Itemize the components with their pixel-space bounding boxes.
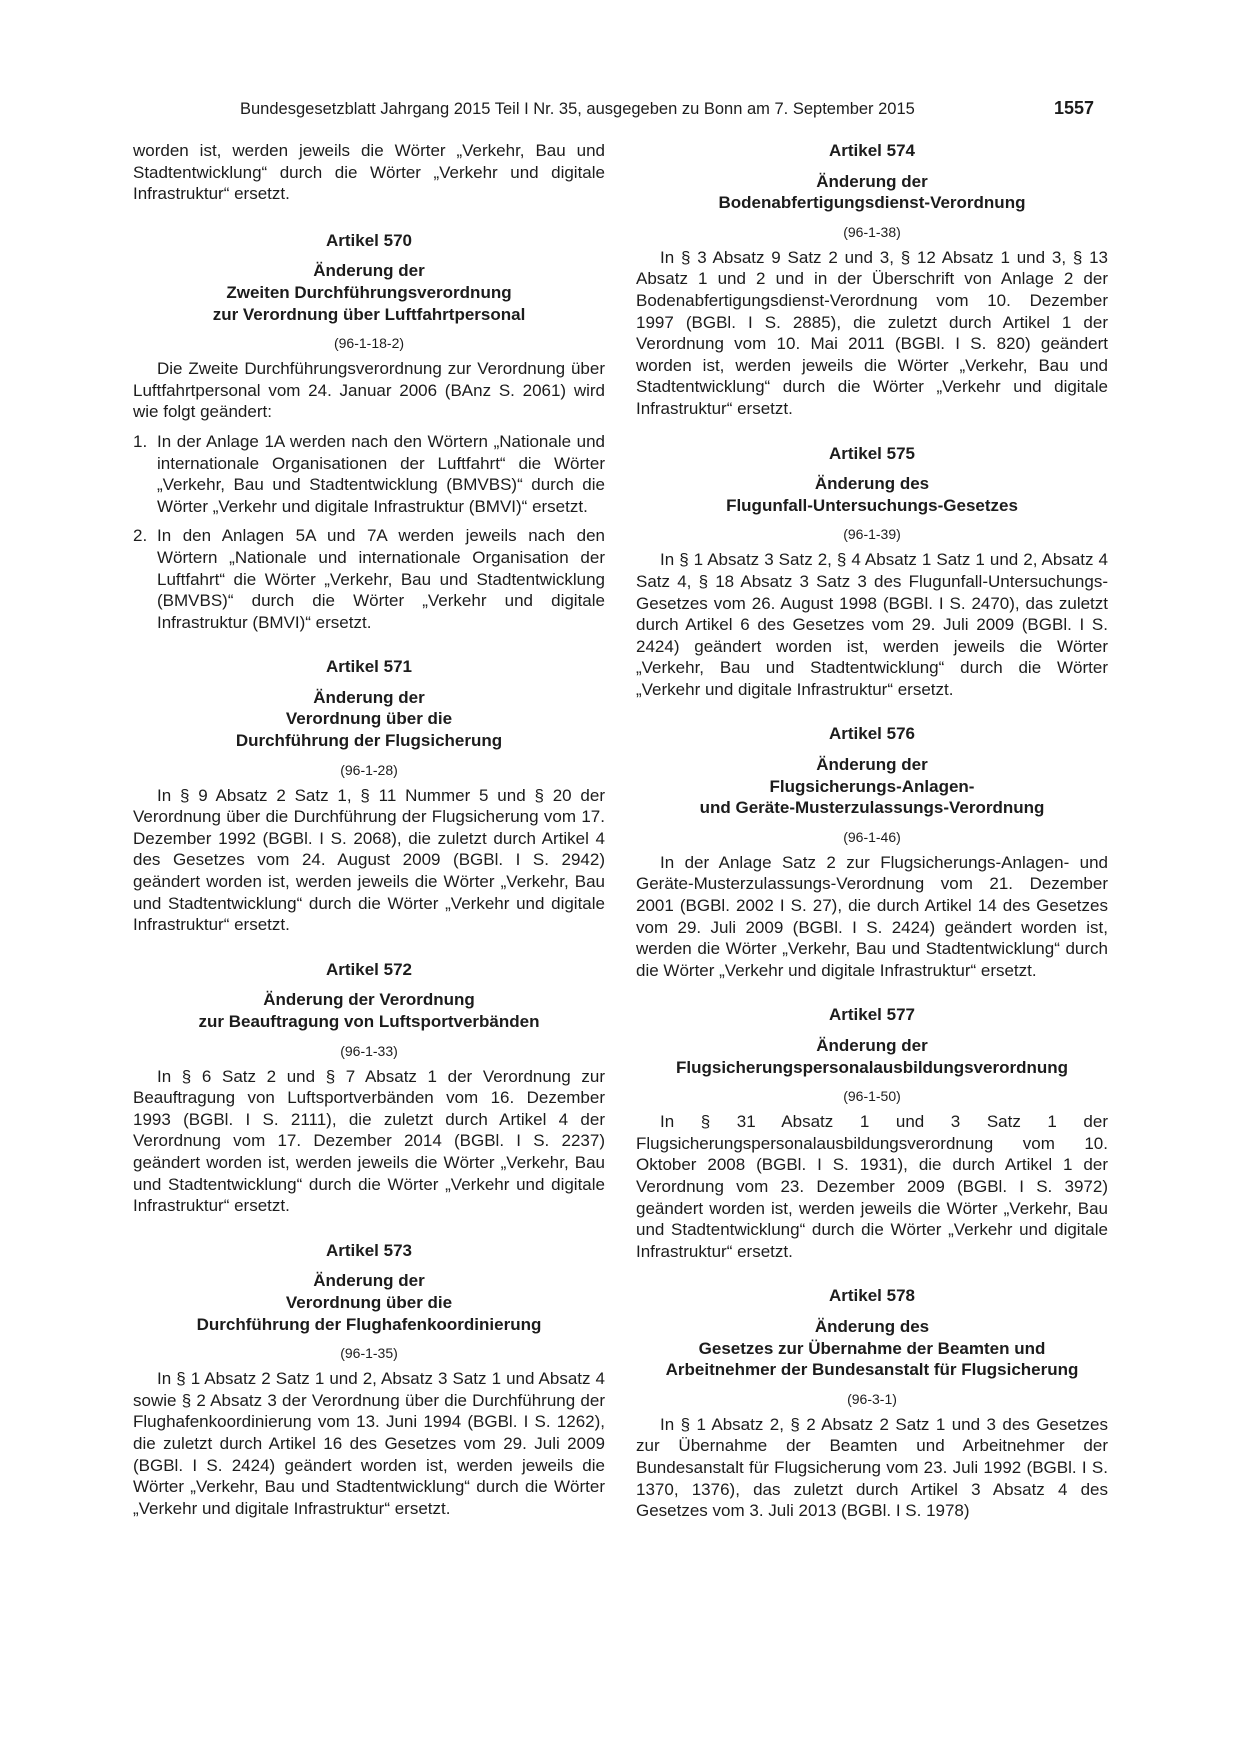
article-code: (96-1-39): [843, 526, 901, 543]
article-title: [133, 989, 605, 1032]
article-code: (96-1-50): [843, 1088, 901, 1105]
title-line: Flugunfall-Untersuchungs-Gesetzes: [726, 495, 1018, 515]
title-line: und Geräte-Musterzulassungs-Verordnung: [699, 798, 1045, 818]
list-item-text: In der Anlage 1A werden nach den Wörtern „Nationale und internationale Organisationen der Luftfahrt“ die Wörter „Verkehr, Bau und Stadtentwicklung (BMVBS)“ durch die Wörter „Verkehr und digitale Infrastruktur (BMVI)“ ersetzt.: [157, 431, 605, 516]
article-title: [636, 1035, 1108, 1078]
page-number: 1557: [1054, 98, 1095, 118]
title-line: Arbeitnehmer der Bundesanstalt für Flugsicherung: [665, 1360, 1079, 1380]
article-body: In § 1 Absatz 2 Satz 1 und 2, Absatz 3 Satz 1 und Absatz 4 sowie § 2 Absatz 3 der Verordnung über die Durchführung der Flughafenkoordinierung vom 13. Juni 1994 (BGBl. I S. 1262), die zuletzt durch Artikel 16 des Gesetzes vom 29. Juli 2009 (BGBl. I S. 2424) geändert worden ist, werden jeweils die Wörter „Verkehr, Bau und Stadtentwicklung“ durch die Wörter „Verkehr und digitale Infrastruktur“ ersetzt.: [133, 1369, 605, 1518]
article-body: Die Zweite Durchführungsverordnung zur Verordnung über Luftfahrtpersonal vom 24. Januar 2006 (BAnz S. 2061) wird wie folgt geändert:: [133, 359, 605, 422]
article-code: (96-3-1): [847, 1390, 897, 1407]
article-code: (96-1-18-2): [333, 335, 405, 352]
article-number: Artikel 572: [326, 959, 412, 979]
article-code: (96-1-46): [843, 828, 901, 845]
title-line: Änderung der Verordnung: [263, 990, 475, 1010]
article-number: Artikel 574: [829, 141, 915, 160]
article-number: Artikel 571: [326, 657, 412, 677]
title-line: Änderung der: [816, 755, 928, 775]
article-code: (96-1-33): [340, 1042, 398, 1059]
article-number: Artikel 570: [326, 230, 412, 250]
article-number: Artikel 576: [829, 724, 915, 744]
article-575: [636, 443, 1108, 701]
left-column: [133, 140, 605, 1519]
article-576: [636, 723, 1108, 981]
title-line: Flugsicherungs-Anlagen-: [769, 776, 975, 796]
article-570: [133, 230, 605, 634]
list-item-number: 1.: [133, 431, 148, 451]
article-573: [133, 1240, 605, 1520]
title-line: Änderung der: [816, 1036, 928, 1055]
article-577: [636, 1004, 1108, 1262]
title-line: Verordnung über die: [285, 709, 453, 729]
article-578: [636, 1285, 1108, 1521]
title-line: Änderung der: [313, 687, 425, 707]
article-number: Artikel 573: [326, 1240, 412, 1260]
title-line: Zweiten Durchführungsverordnung: [226, 282, 512, 302]
title-line: Durchführung der Flugsicherung: [235, 731, 503, 751]
title-line: Änderung der: [816, 171, 928, 191]
title-line: Bodenabfertigungsdienst-Verordnung: [718, 193, 1026, 213]
article-title: [636, 1316, 1108, 1381]
article-body: In der Anlage Satz 2 zur Flugsicherungs-Anlagen- und Geräte-Musterzulassungs-Verordnung vom 21. Dezember 2001 (BGBl. 2002 I S. 27), die durch Artikel 14 des Gesetzes vom 29. Juli 2009 (BGBl. I S. 2424) geändert worden ist, werden die Wörter „Verkehr, Bau und Stadtentwicklung“ durch die Wörter „Verkehr und digitale Infrastruktur“ ersetzt.: [636, 852, 1108, 980]
article-title: [636, 473, 1108, 516]
title-line: Gesetzes zur Übernahme der Beamten und: [698, 1338, 1046, 1358]
title-line: Flugsicherungspersonalausbildungsverordnung: [676, 1057, 1068, 1077]
article-body: In § 31 Absatz 1 und 3 Satz 1 der Flugsicherungspersonalausbildungsverordnung vom 10. Oktober 2008 (BGBl. I S. 1931), die durch Artikel 1 der Verordnung vom 23. Dezember 2009 (BGBl. I S. 3972) geändert worden ist, werden jeweils die Wörter „Verkehr, Bau und Stadtentwicklung“ durch die Wörter „Verkehr und digitale Infrastruktur“ ersetzt.: [636, 1112, 1108, 1261]
article-code: (96-1-38): [843, 223, 901, 240]
article-title: [636, 171, 1108, 214]
article-title: [133, 260, 605, 325]
list-item-text: In den Anlagen 5A und 7A werden jeweils nach den Wörtern „Nationale und internationale Organisation der Luftfahrt“ die Wörter „Verkehr, Bau und Stadtentwicklung (BMVBS)“ durch die Wörter „Verkehr und digitale Infrastruktur (BMVI)“ ersetzt.: [157, 526, 605, 632]
title-line: Änderung des: [814, 1316, 930, 1336]
title-line: Änderung der: [313, 261, 425, 281]
article-574: [636, 140, 1108, 420]
article-body: In § 6 Satz 2 und § 7 Absatz 1 der Verordnung zur Beauftragung von Luftsportverbänden vom 16. Dezember 1993 (BGBl. I S. 2111), die zuletzt durch Artikel 4 der Verordnung vom 17. Dezember 2014 (BGBl. I S. 2237) geändert worden ist, werden jeweils die Wörter „Verkehr, Bau und Stadtentwicklung“ durch die Wörter „Verkehr und digitale Infrastruktur“ ersetzt.: [133, 1066, 605, 1216]
article-body: In § 9 Absatz 2 Satz 1, § 11 Nummer 5 und § 20 der Verordnung über die Durchführung der Flugsicherung vom 17. Dezember 1992 (BGBl. I S. 2068), die zuletzt durch Artikel 4 des Gesetzes vom 24. August 2009 (BGBl. I S. 2942) geändert worden ist, werden jeweils die Wörter „Verkehr, Bau und Stadtentwicklung“ durch die Wörter „Verkehr und digitale Infrastruktur“ ersetzt.: [133, 785, 605, 935]
article-title: [133, 687, 605, 752]
article-code: (96-1-35): [340, 1345, 398, 1362]
list-item-number: 2.: [133, 526, 148, 546]
article-number: Artikel 577: [829, 1005, 915, 1025]
title-line: zur Verordnung über Luftfahrtpersonal: [212, 304, 526, 324]
article-body: In § 3 Absatz 9 Satz 2 und 3, § 12 Absatz 1 und 3, § 13 Absatz 1 und 2 und in der Überschrift von Anlage 2 der Bodenabfertigungsdienst-Verordnung vom 10. Dezember 1997 (BGBl. I S. 2885), die zuletzt durch Artikel 1 der Verordnung vom 10. Mai 2011 (BGBl. I S. 820) geändert worden ist, werden jeweils die Wörter „Verkehr, Bau und Stadtentwicklung“ durch die Wörter „Verkehr und digitale Infrastruktur“ ersetzt.: [636, 247, 1108, 418]
header-title: Bundesgesetzblatt Jahrgang 2015 Teil I Nr. 35, ausgegeben zu Bonn am 7. September 2015: [240, 100, 915, 118]
article-code: (96-1-28): [340, 761, 398, 778]
continuation-paragraph: worden ist, werden jeweils die Wörter „Verkehr, Bau und Stadtentwicklung“ durch die Wörter „Verkehr und digitale Infrastruktur“ ersetzt.: [133, 141, 605, 204]
title-line: Durchführung der Flughafenkoordinierung: [196, 1314, 542, 1334]
title-line: zur Beauftragung von Luftsportverbänden: [198, 1012, 540, 1031]
article-body: In § 1 Absatz 3 Satz 2, § 4 Absatz 1 Satz 1 und 2, Absatz 4 Satz 4, § 18 Absatz 3 Satz 3 des Flugunfall-Untersuchungs-Gesetzes vom 26. August 1998 (BGBl. I S. 2470), das zuletzt durch Artikel 6 des Gesetzes vom 29. Juli 2009 (BGBl. I S. 2424) geändert worden ist, werden jeweils die Wörter „Verkehr, Bau und Stadtentwicklung“ durch die Wörter „Verkehr und digitale Infrastruktur“ ersetzt.: [636, 550, 1108, 699]
article-number: Artikel 575: [829, 443, 915, 463]
article-571: [133, 656, 605, 936]
list-item: [133, 431, 605, 517]
article-title: [133, 1270, 605, 1335]
title-line: Änderung der: [313, 1271, 425, 1291]
article-572: [133, 959, 605, 1217]
article-number: Artikel 578: [829, 1286, 915, 1306]
article-body: In § 1 Absatz 2, § 2 Absatz 2 Satz 1 und 3 des Gesetzes zur Übernahme der Beamten und Arbeitnehmer der Bundesanstalt für Flugsicherung vom 23. Juli 1992 (BGBl. I S. 1370, 1376), das zuletzt durch Artikel 3 Absatz 4 des Gesetzes vom 3. Juli 2013 (BGBl. I S. 1978): [636, 1414, 1108, 1521]
title-line: Änderung des: [814, 474, 930, 494]
article-title: [636, 754, 1108, 819]
list-item: [133, 525, 605, 633]
right-column: [636, 140, 1108, 1522]
title-line: Verordnung über die: [285, 1292, 453, 1312]
